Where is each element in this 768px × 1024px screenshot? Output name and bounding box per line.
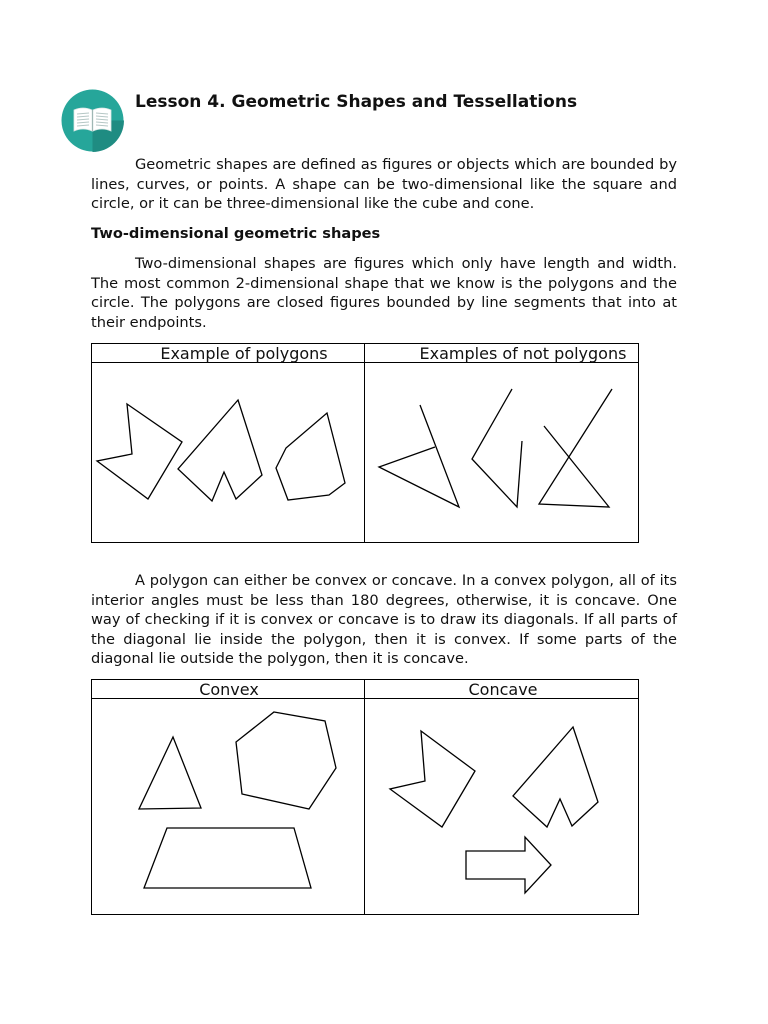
open-book-icon (61, 89, 124, 152)
polygons-table (91, 343, 639, 543)
section-subheading: Two-dimensional geometric shapes (91, 225, 381, 242)
concave-polygon-1 (390, 731, 475, 827)
convex-hexagon (236, 712, 336, 809)
intro-paragraph: Geometric shapes are defined as figures or objects which are bounded by lines, curves, or points. A shape can be two-dimensional like the square and circle, or it can be three-dimensional like the cube and cone. (91, 156, 677, 212)
concave-arrow (466, 837, 551, 893)
header-not-polygons: Examples of not polygons (419, 344, 627, 363)
concave-polygon-2 (513, 727, 598, 827)
not-polygon-example-1 (379, 405, 459, 507)
header-polygons: Example of polygons (160, 344, 328, 363)
convex-triangle (139, 737, 201, 809)
not-polygon-example-2 (472, 389, 522, 507)
header-concave: Concave (468, 680, 538, 699)
polygon-example-3 (276, 413, 345, 500)
not-polygon-example-3 (539, 389, 612, 507)
polygon-example-2 (178, 400, 262, 501)
convex-concave-figure (92, 680, 638, 914)
convex-concave-paragraph: A polygon can either be convex or concave. In a convex polygon, all of its interior angles must be less than 180 degrees, otherwise, it is concave. One way of checking if it is convex or concave is to draw its diagonals. If all parts of the diagonal lie inside the polygon, then it is convex. If some parts of the diagonal lie outside the polygon, then it is concave. (91, 572, 677, 667)
convex-concave-table (91, 679, 639, 915)
header-convex: Convex (199, 680, 259, 699)
two-d-paragraph: Two-dimensional shapes are figures which only have length and width. The most common 2-dimensional shape that we know is the polygons and the circle. The polygons are closed figures bounded by line segments that into at their endpoints. (91, 255, 677, 331)
convex-trapezoid (144, 828, 311, 888)
polygon-examples-figure (92, 344, 638, 542)
polygon-example-1 (97, 404, 182, 499)
lesson-title: Lesson 4. Geometric Shapes and Tessellations (135, 92, 578, 112)
